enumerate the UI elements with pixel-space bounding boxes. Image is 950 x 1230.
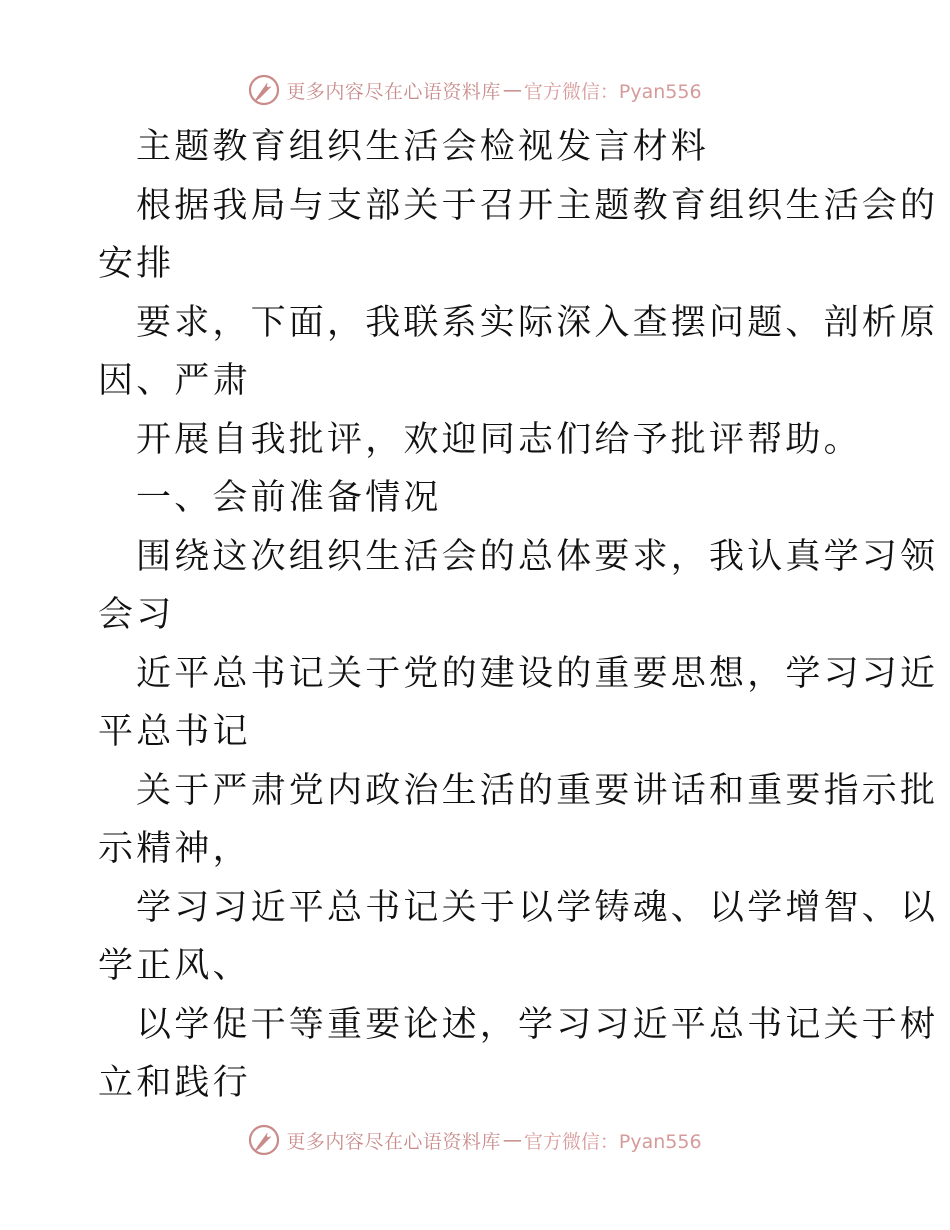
paragraph-line: 立和践行 (98, 1063, 251, 1103)
paragraph-line: 平总书记 (98, 712, 251, 752)
paragraph-line: 因、严肃 (98, 361, 251, 401)
watermark-wechat: 官方微信：Pyan556 (523, 1130, 702, 1153)
paragraph-line: 学习习近平总书记关于以学铸魂、以学增智、以 (136, 887, 939, 928)
header-watermark (0, 70, 950, 110)
watermark-text: 更多内容尽在心语资料库 (286, 80, 501, 103)
paragraph-line: 会习 (98, 595, 175, 635)
pen-nib-logo-icon (248, 1124, 280, 1156)
paragraph-line: 要求，下面，我联系实际深入查摆问题、剖析原 (136, 302, 939, 343)
paragraph-line: 根据我局与支部关于召开主题教育组织生活会的 (136, 185, 939, 226)
paragraph-line: 关于严肃党内政治生活的重要讲话和重要指示批 (136, 770, 939, 811)
document-body (98, 118, 939, 1113)
footer-watermark (0, 1120, 950, 1160)
paragraph-line: 示精神， (98, 829, 251, 869)
watermark-wechat: 官方微信：Pyan556 (523, 80, 702, 103)
watermark-separator: — (502, 79, 522, 101)
paragraph-line: 学正风、 (98, 946, 251, 986)
paragraph-line: 开展自我批评，欢迎同志们给予批评帮助。 (136, 419, 862, 460)
paragraph-line: 以学促干等重要论述，学习习近平总书记关于树 (136, 1004, 939, 1045)
paragraph-line: 围绕这次组织生活会的总体要求，我认真学习领 (136, 536, 939, 577)
watermark-text: 更多内容尽在心语资料库 (286, 1130, 501, 1153)
paragraph-line: 近平总书记关于党的建设的重要思想，学习习近 (136, 653, 939, 694)
document-title: 主题教育组织生活会检视发言材料 (136, 127, 710, 167)
pen-nib-logo-icon (248, 74, 280, 106)
paragraph-line: 安排 (98, 244, 175, 284)
section-heading: 一、会前准备情况 (136, 478, 442, 518)
watermark-separator: — (502, 1129, 522, 1151)
